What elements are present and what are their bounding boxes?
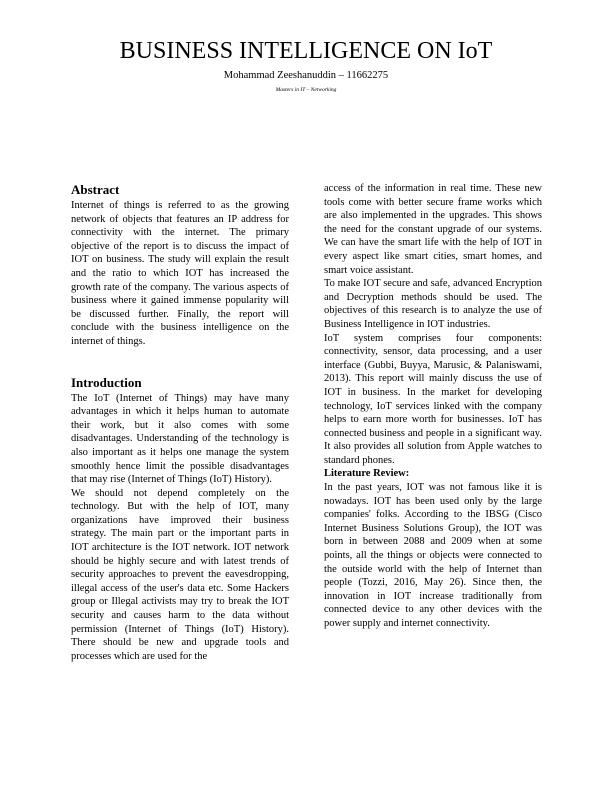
abstract-heading: Abstract [71, 182, 120, 197]
literature-review-paragraph: In the past years, IOT was not famous like it is nowadays. IOT has been used only by the large companies' folks. According to the IBSG (Cisco Internet Business Solutions Group), the IOT was born in between 2088 and 2009 when at some points, all the things or objects were connected to the outside world with the help of Internet than people (Tozzi, 2016, May 26). Since then, the innovation in IOT increase traditionally from connected device to any other devices with the power supply and internet connectivity. [324, 482, 542, 629]
section-spacer [71, 349, 289, 375]
intro-paragraph-3: To make IOT secure and safe, advanced Encryption and Decryption methods should be used. The objectives of this research is to analyze the use of Business Intelligence in IOT industries. [324, 278, 542, 330]
author-line: Mohammad Zeeshanuddin – 11662275 [223, 70, 389, 81]
intro-paragraph-1: The IoT (Internet of Things) may have many advantages in which it helps human to automate their work, but it also comes with some disadvantages. Understanding of the technology is also important as it helps one manage the system smoothly hence limit the possible disadvantages that may rise (Internet of Things (IoT) History). [71, 392, 289, 486]
affiliation-line: Masters in IT – Networking [275, 87, 337, 93]
intro-paragraph-4: IoT system comprises four components: connectivity, sensor, data processing, and a user interface (Gubbi, Buyya, Marusic, & Palaniswami, 2013). This report will mainly discuss the use of IOT in business. In the market for developing technology, IoT services linked with the company helps to earn more worth for businesses. IoT has connected business and people in a significant way. It also provides all solution from Apple watches to standard phones. [324, 332, 542, 466]
literature-review-heading: Literature Review: [324, 468, 410, 480]
abstract-paragraph: Internet of things is referred to as the growing network of objects that features an IP address for connectivity with the internet. The primary objective of the report is to discuss the impact of IOT on business. The study will explain the result and the ratio to which IOT has increased the growth rate of the company. The various aspects of business where it gained immense popularity will be discussed further. Finally, the report will conclude with the business intelligence on the internet of things. [71, 200, 289, 347]
intro-paragraph-2: We should not depend completely on the technology. But with the help of IOT, many organizations have improved their business strategy. The main part or the important parts in IOT architecture is the IOT network. IOT network should be highly secure and with latest trends of security approaches to prevent the eavesdropping, illegal access of the user's data etc. Some Hackers group or Illegal activists may try to break the IOT security and causes harm to the data without permission (Internet of Things (IoT) History). There should be new and upgrade tools and processes which are used for the [71, 487, 289, 662]
left-column [71, 182, 289, 663]
introduction-heading: Introduction [71, 374, 142, 390]
paper-title: BUSINESS INTELLIGENCE ON IoT [119, 38, 493, 64]
intro-paragraph-continued: access of the information in real time. These new tools come with better secure frame works which are also implemented in the upgrades. This shows the need for the constant upgrade of our systems. We can have the smart life with the help of IOT in every aspect like smart cities, smart homes, and smart voice assistant. [324, 183, 542, 276]
right-column [324, 182, 542, 631]
